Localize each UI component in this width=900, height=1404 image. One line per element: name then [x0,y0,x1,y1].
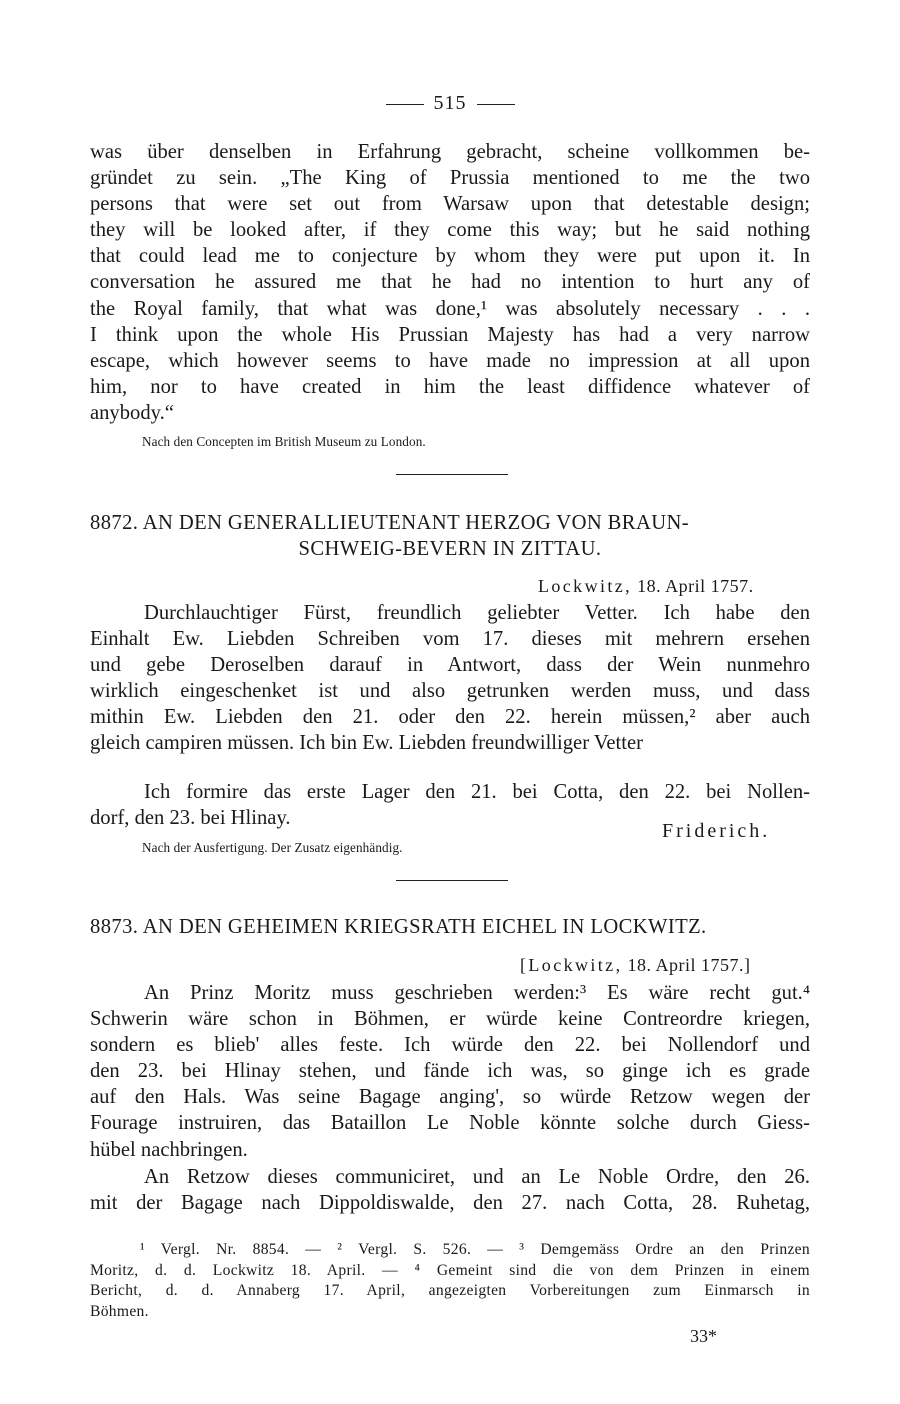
page-number-text: 515 [433,92,467,114]
letter-8872-line: und gebe Deroselben darauf in Antwort, dass der Wein nunmehro [90,654,810,677]
letter-8872-heading-line1: 8872. AN DEN GENERALLIEUTENANT HERZOG VON BRAUN- [90,512,690,534]
letter-8872-line: wirklich eingeschenket ist und also getrunken werden muss, und dass [90,680,810,703]
letter-8873-date: 18. April 1757.] [627,955,751,975]
printer-signature-mark: 33* [690,1326,717,1346]
intro-line: that could lead me to conjecture by whom they were put upon it. In [90,245,810,268]
page-number-dash-left [386,104,424,105]
footnote-line: Bericht, d. d. Annaberg 17. April, angezeigten Vorbereitungen zum Einmarsch in [90,1282,810,1300]
section-divider [396,474,508,475]
letter-8873-place: [Lockwitz, [520,955,623,975]
letter-8873-body-continued [90,1164,810,1216]
letter-8872-heading [90,510,810,562]
letter-8873-line: hübel nachbringen. [90,1138,248,1161]
intro-line: escape, which however seems to have made no impression at all upon [90,349,810,372]
letter-8873-line: mit der Bagage nach Dippoldiswalde, den 27. nach Cotta, 28. Ruhetag, [90,1192,810,1215]
intro-line: anybody.“ [90,401,174,424]
intro-paragraph [90,139,810,426]
letter-8873-heading-line: 8873. AN DEN GEHEIMEN KRIEGSRATH EICHEL IN LOCKWITZ. [90,916,707,938]
intro-line: persons that were set out from Warsaw upon that detestable design; [90,193,810,216]
footnote-line: Böhmen. [90,1302,149,1320]
letter-8873-line: Schwerin wäre schon in Böhmen, er würde keine Contreordre kriegen, [90,1008,810,1031]
letter-8872-place: Lockwitz, [538,576,633,596]
letter-8872-signature: Friderich. [662,820,771,842]
page-number-dash-right [477,104,515,105]
section-divider [396,880,508,881]
footnote-line: Moritz, d. d. Lockwitz 18. April. — ⁴ Gemeint sind die von dem Prinzen in einem [90,1261,810,1279]
letter-8873-line: Fourage instruiren, das Bataillon Le Noble könnte solche durch Giess- [90,1112,810,1135]
intro-line: conversation he assured me that he had no intention to hurt any of [90,271,810,294]
letter-8873-body [90,980,810,1163]
letter-8873-line: An Retzow dieses communiciret, und an Le Noble Ordre, den 26. [144,1166,810,1188]
footnotes [90,1240,810,1322]
letter-8872-heading-line2: SCHWEIG-BEVERN IN ZITTAU. [298,538,602,560]
letter-8872-line: Durchlauchtiger Fürst, freundlich geliebter Vetter. Ich habe den [144,602,810,624]
footnote-line: ¹ Vergl. Nr. 8854. — ² Vergl. S. 526. — ³ Demgemäss Ordre an den Prinzen [140,1241,810,1258]
intro-line: the Royal family, that what was done,¹ was absolutely necessary . . . [90,297,810,320]
letter-8873-line: auf den Hals. Was seine Bagage anging', so würde Retzow wegen der [90,1086,810,1109]
letter-8872-line: gleich campiren müssen. Ich bin Ew. Liebden freundwilliger Vetter [90,732,643,755]
letter-8873-dateline [520,955,750,976]
letter-8873-line: sondern es blieb' alles feste. Ich würde den 22. bei Nollendorf und [90,1034,810,1057]
letter-8872-body [90,600,810,757]
letter-8872-date: 18. April 1757. [637,576,754,596]
letter-8873-line: den 23. bei Hlinay stehen, und fände ich was, so ginge ich es grade [90,1060,810,1083]
intro-line: I think upon the whole His Prussian Majesty has had a very narrow [90,323,810,346]
letter-8872-line: Einhalt Ew. Liebden Schreiben vom 17. dieses mit mehrern ersehen [90,628,810,651]
letter-8873-line: An Prinz Moritz muss geschrieben werden:³ Es wäre recht gut.⁴ [144,982,810,1004]
intro-line: they will be looked after, if they come this way; but he said nothing [90,219,810,242]
letter-8872-postscript-line: Ich formire das erste Lager den 21. bei Cotta, den 22. bei Nollen- [144,781,810,803]
letter-8872-dateline [538,576,754,597]
page-number [0,92,900,115]
intro-line: him, nor to have created in him the least diffidence whatever of [90,375,810,398]
intro-source-note: Nach den Concepten im British Museum zu London. [142,434,426,449]
letter-8873-heading [90,914,810,940]
letter-8872-source-note: Nach der Ausfertigung. Der Zusatz eigenhändig. [142,840,403,855]
letter-8872-line: mithin Ew. Liebden den 21. oder den 22. herein müssen,² aber auch [90,706,810,729]
intro-line: gründet zu sein. „The King of Prussia mentioned to me the two [90,167,810,190]
letter-8872-postscript-line: dorf, den 23. bei Hlinay. [90,807,291,830]
intro-line: was über denselben in Erfahrung gebracht, scheine vollkommen be- [90,141,810,163]
